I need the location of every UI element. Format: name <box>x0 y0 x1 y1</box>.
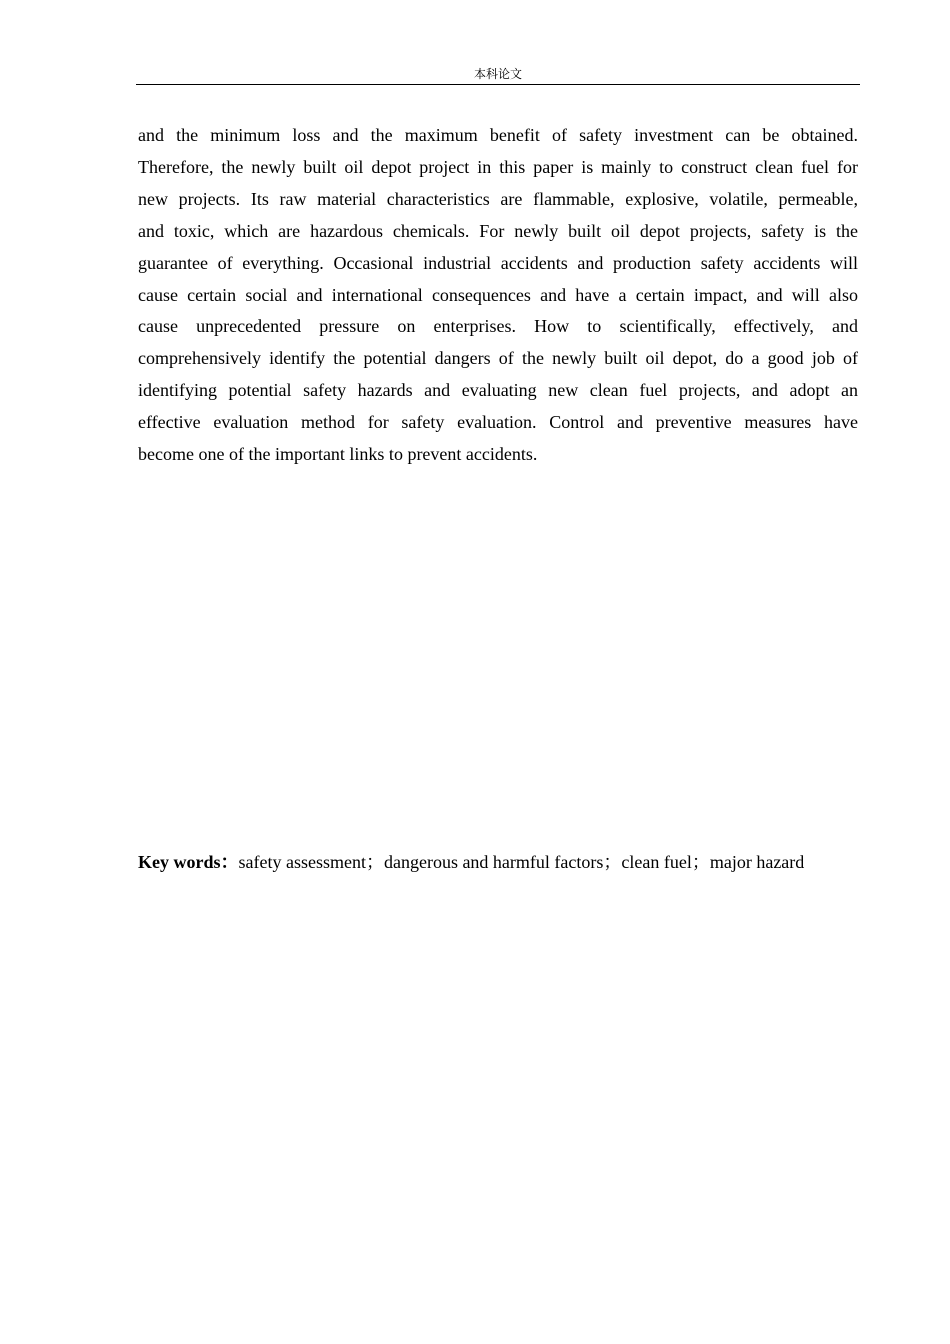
abstract-line: become one of the important links to prevent accidents. <box>138 444 538 465</box>
page-header <box>136 66 860 85</box>
keywords-label: Key words： <box>138 852 239 872</box>
abstract-line: effective evaluation method for safety evaluation. Control and preventive measures have <box>138 412 858 433</box>
abstract-line: cause unprecedented pressure on enterprises. How to scientifically, effectively, and <box>138 316 858 337</box>
abstract-line: guarantee of everything. Occasional industrial accidents and production safety accidents will <box>138 252 858 273</box>
abstract-line: and the minimum loss and the maximum benefit of safety investment can be obtained. <box>138 125 858 145</box>
abstract-line: new projects. Its raw material characteristics are flammable, explosive, volatile, permeable, <box>138 188 858 209</box>
keyword-item: major hazard <box>709 852 805 872</box>
abstract-line: identifying potential safety hazards and evaluating new clean fuel projects, and adopt an <box>138 380 858 401</box>
keyword-item: clean fuel； <box>621 852 710 872</box>
abstract-paragraph <box>138 120 858 471</box>
keyword-item: safety assessment； <box>238 852 384 872</box>
abstract-line: and toxic, which are hazardous chemicals. For newly built oil depot projects, safety is the <box>138 220 858 241</box>
keyword-item: dangerous and harmful factors； <box>383 852 622 872</box>
keywords-line <box>138 847 858 877</box>
abstract-line: cause certain social and international consequences and have a certain impact, and will also <box>138 284 858 305</box>
header-title: 本科论文 <box>473 67 522 81</box>
abstract-line: Therefore, the newly built oil depot project in this paper is mainly to construct clean fuel for <box>138 156 858 177</box>
abstract-line: comprehensively identify the potential dangers of the newly built oil depot, do a good job of <box>138 348 858 369</box>
